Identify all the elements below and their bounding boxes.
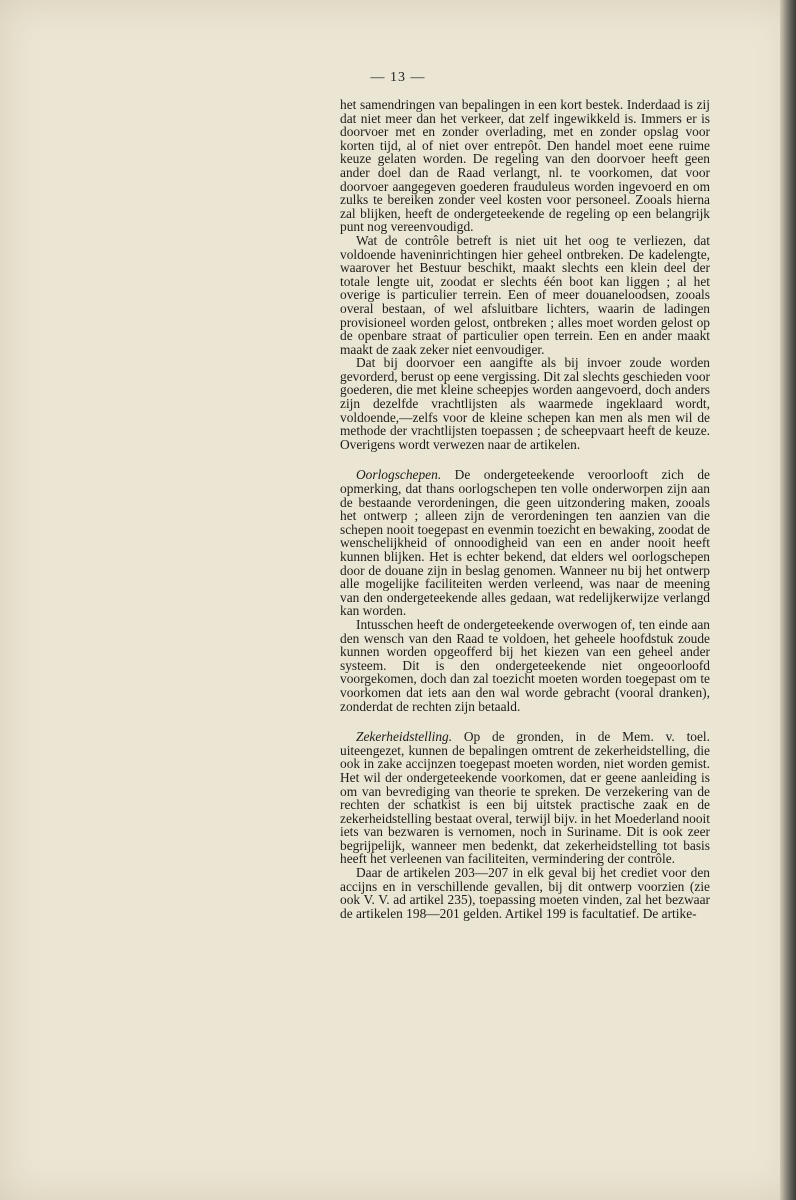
paragraph-text: Intusschen heeft de ondergeteekende overwogen of, ten einde aan den wensch van den Raad te voldoen, het geheele hoofdstuk zoude kunnen worden opgeofferd bij het kiezen van een geheel ander systeem. Dit is den ondergeteekende niet ongeoorloofd voorgekomen, doch dan zal toezicht moeten worden toegepast om te voorkomen dat iets aan den wal worde gebracht (vooral dranken), zonderdat de rechten zijn betaald.	[340, 616, 710, 714]
page-number: — 13 —	[370, 70, 426, 85]
section-heading-oorlogschepen: Oorlogschepen.	[356, 467, 442, 483]
paragraph-text: Dat bij doorvoer een aangifte als bij invoer zoude worden gevorderd, berust op eene vergissing. Dit zal slechts geschieden voor goederen, die met kleine scheepjes worden aangevoerd, doch anders zijn dezelfde vrachtlijsten als waarmede ingeklaard wordt, voldoende,—zelfs voor de kleine schepen kan men als men wil de methode der vrachtlijsten toepassen ; de scheepvaart heeft de keuze. Overigens wordt verwezen naar de artikelen.	[340, 355, 710, 452]
paragraph-text: Wat de contrôle betreft is niet uit het oog te verliezen, dat voldoende haveninrichtingen hier geheel ontbreken. De kadelengte, waarover het Bestuur beschikt, maakt slechts een klein deel der totale lengte uit, zoodat er slechts één boot kan liggen ; al het overige is particulier terrein. Een of meer douaneloodsen, zooals overal bestaan, of wel afsluitbare lichters, waarin de ladingen provisioneel worden gelost, ontbreken ; alles moet worden gelost op de openbare straat of particulier open terrein. Een en ander maakt maakt de zaak zeker niet eenvoudiger.	[340, 232, 710, 357]
body-text	[340, 98, 710, 920]
paragraph-text: Daar de artikelen 203—207 in elk geval bij het crediet voor den accijns en in verschillende gevallen, bij dit ontwerp voorzien (zie ook V. V. ad artikel 235), toepassing moeten vinden, zal het bezwaar de artikelen 198—201 gelden. Artikel 199 is facultatief. De artike-	[340, 865, 710, 921]
paragraph-text: Op de gronden, in de Mem. v. toel. uiteengezet, kunnen de bepalingen omtrent de zekerheidstelling, die ook in zake accijnzen toegepast moeten worden, niet worden gemist. Het wil der ondergeteekende voorkomen, dat er geene aanleiding is om van bevrediging van theorie te spreken. De verzekering van de rechten der schatkist is een bij uitstek practische zaak en de zekerheidstelling bestaat overal, terwijl bijv. in het Moederland nooit iets van bezwaren is vernomen, noch in Suriname. Dit is ook zeer begrijpelijk, wanneer men bedenkt, dat zekerheidstelling tot basis heeft het verleenen van faciliteiten, vermindering der contrôle.	[340, 729, 710, 867]
paragraph-oorlogschepen	[340, 468, 710, 618]
paragraph-text: het samendringen van bepalingen in een kort bestek. Inderdaad is zij dat niet meer dan het verkeer, dat zelf ingewikkeld is. Immers er is doorvoer met en zonder overlading, met en zonder opslag voor korten tijd, al of niet over entrepôt. Den handel moet eene ruime keuze gelaten worden. De regeling van den doorvoer heeft geen ander doel dan de Raad verlangt, nl. te voorkomen, dat voor doorvoer aangegeven goederen frauduleus worden ingevoerd en om zulks te bereiken zonder veel kosten voor personeel. Zooals hierna zal blijken, heeft de ondergeteekende de regeling op een belangrijk punt nog vereenvoudigd.	[340, 97, 710, 235]
paragraph-5	[340, 618, 710, 713]
paragraph-1	[340, 98, 710, 234]
paragraph-zekerheidstelling	[340, 730, 710, 866]
section-heading-zekerheidstelling: Zekerheidstelling.	[356, 729, 453, 745]
paragraph-3	[340, 356, 710, 451]
paragraph-text: De ondergeteekende veroorlooft zich de opmerking, dat thans oorlogschepen ten volle onderworpen zijn aan de bestaande verordeningen, die geen uitzondering maken, zooals het ontwerp ; alleen zijn de verordeningen ten aanzien van die schepen nooit toegepast en evenmin toezicht en bewaking, zoodat de wenschelijkheid of onnoodigheid van een en ander nooit heeft kunnen blijken. Het is echter bekend, dat elders wel oorlogschepen door de douane zijn in beslag genomen. Wanneer nu bij het ontwerp alle mogelijke faciliteiten werden verleend, was naar de meening van den ondergeteekende alles gedaan, wat redelijkerwijze verlangd kan worden.	[340, 467, 710, 619]
paragraph-7	[340, 866, 710, 920]
paragraph-2	[340, 234, 710, 356]
page-edge-binding	[780, 0, 796, 1200]
